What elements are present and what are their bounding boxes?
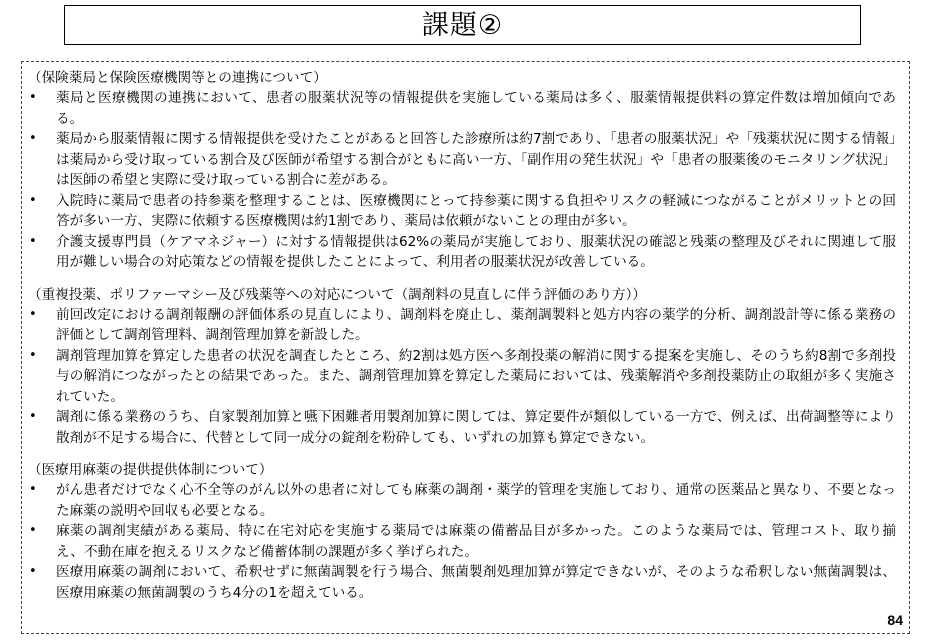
bullet-icon: • [29,482,37,497]
list-item-text: 薬局から服薬情報に関する情報提供を受けたことがあると回答した診療所は約7割であり、「患者の服薬状況」や「残薬状況に関する情報」は薬局から受け取っている割合及び医師が希望する割合がともに高い一方、「副作用の発生状況」や「患者の服薬後のモニタリング状況」は医師の希望と実際に受け取っている割合に差がある。 [56,131,896,188]
title-box [64,5,861,45]
list-item-text: 麻薬の調剤実績がある薬局、特に在宅対応を実施する薬局では麻薬の備蓄品目が多かった。このような薬局では、管理コスト、取り揃え、不動在庫を抱えるリスクなど備蓄体制の課題が多く挙げられた。 [56,523,896,560]
bullet-icon: • [29,131,37,146]
bullet-icon: • [29,347,37,363]
bullet-icon: • [29,192,37,208]
list-item [26,480,906,521]
list-item-text: 調剤に係る業務のうち、自家製剤加算と嚥下困難者用製剤加算に関しては、算定要件が類似している一方で、例えば、出荷調整等により散剤が不足する場合に、代替として同一成分の錠剤を粉砕しても、いずれの加算も算定できない。 [56,409,896,446]
bullet-icon: • [29,306,37,322]
list-item-text: 介護支援専門員（ケアマネジャー）に対する情報提供は62%の薬局が実施しており、服薬状況の確認と残薬の整理及びそれに関連して服用が難しい場合の対応策などの情報を提供したことによって、利用者の服薬状況が改善している。 [56,233,896,270]
page-title: 課題② [421,9,504,41]
bullet-icon: • [29,523,37,538]
section-pharmacy-medical-cooperation [26,68,906,273]
section-heading: （保険薬局と保険医療機関等との連携について） [28,70,327,86]
list-item-text: がん患者だけでなく心不全等のがん以外の患者に対しても麻薬の調剤・薬学的管理を実施しており、通常の医薬品と異なり、不要となった麻薬の説明や回収も必要となる。 [56,482,896,519]
list-item [26,129,906,191]
list-item [26,191,906,232]
bullet-icon: • [29,233,37,249]
section-polypharmacy [26,285,906,449]
slide-content [26,68,906,603]
list-item-text: 医療用麻薬の調剤において、希釈せずに無菌調製を行う場合、無菌製剤処理加算が算定できないが、そのような希釈しない無菌調製は、医療用麻薬の無菌調製のうち4分の1を超えている。 [56,564,896,601]
list-item [26,346,906,408]
list-item [26,562,906,603]
section-heading: （重複投薬、ポリファーマシー及び残薬等への対応について（調剤料の見直しに伴う評価のあり方）） [28,286,646,303]
list-item-text: 前回改定における調剤報酬の評価体系の見直しにより、調剤料を廃止し、薬剤調製料と処方内容の薬学的分析、調剤設計等に係る業務の評価として調剤管理料、調剤管理加算を新設した。 [56,306,896,343]
page-number: 84 [887,612,903,628]
list-item [26,88,906,129]
list-item [26,305,906,346]
bullet-icon: • [29,564,37,579]
list-item [26,521,906,562]
list-item [26,407,906,448]
list-item-text: 調剤管理加算を算定した患者の状況を調査したところ、約2割は処方医へ多剤投薬の解消に関する提案を実施し、そのうち約8割で多剤投与の解消につながったとの結果であった。また、調剤管理加算を算定した薬局においては、残薬解消や多剤投薬防止の取組が多く実施されていた。 [56,347,896,405]
list-item [26,232,906,273]
bullet-icon: • [29,90,37,105]
bullet-icon: • [29,409,37,424]
section-heading: （医療用麻薬の提供提供体制について） [28,462,273,478]
section-medical-narcotics [26,460,906,603]
list-item-text: 薬局と医療機関の連携において、患者の服薬状況等の情報提供を実施している薬局は多く、服薬情報提供料の算定件数は増加傾向である。 [56,90,896,127]
list-item-text: 入院時に薬局で患者の持参薬を整理することは、医療機関にとって持参薬に関する負担やリスクの軽減につながることがメリットとの回答が多い一方、実際に依頼する医療機関は約1割であり、薬局は依頼がないことの理由が多い。 [56,192,896,229]
